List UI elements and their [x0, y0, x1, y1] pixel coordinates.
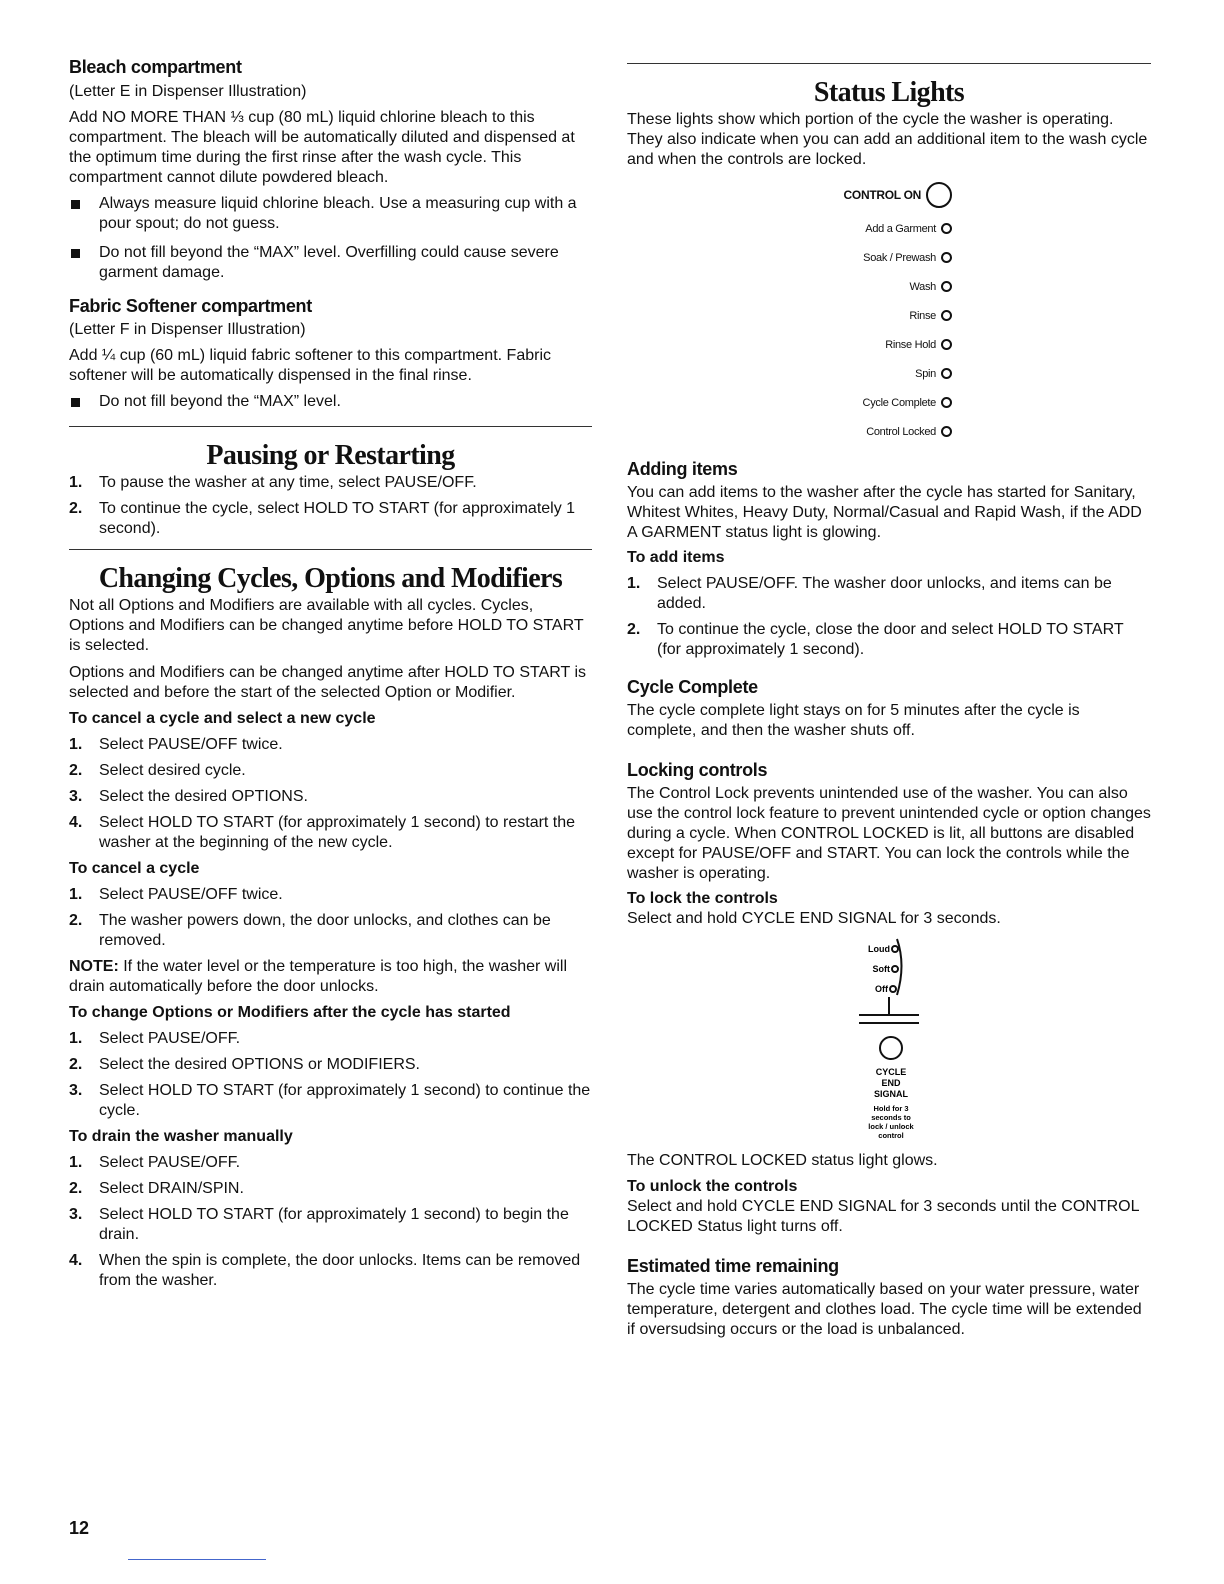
adding-items-heading: Adding items: [627, 459, 738, 479]
cancel-new-step: 3. Select the desired OPTIONS.: [69, 788, 308, 805]
indicator-icon: [941, 252, 952, 263]
cycle-end-signal-diagram: [627, 935, 1151, 1149]
section-divider: [627, 63, 1151, 64]
signal-level-label: Off: [875, 984, 888, 994]
status-light: Soak / Prewash: [863, 243, 952, 272]
drain-heading: To drain the washer manually: [69, 1128, 293, 1145]
change-options-heading: To change Options or Modifiers after the cycle has started: [69, 1004, 511, 1021]
control-on-light: CONTROL ON: [844, 176, 952, 214]
bleach-bullet: Always measure liquid chlorine bleach. Use a measuring cup with a pour spout; do not guess.: [69, 194, 592, 234]
add-step: 1. Select PAUSE/OFF. The washer door unlocks, and items can be added.: [627, 575, 1112, 612]
status-light: Control Locked: [866, 417, 952, 446]
change-step: 3. Select HOLD TO START (for approximately 1 second) to continue the cycle.: [69, 1082, 591, 1119]
unlock-subheading: To unlock the controls: [627, 1178, 798, 1195]
cancel-step: 1. Select PAUSE/OFF twice.: [69, 886, 283, 903]
button-ring-icon: [880, 1037, 902, 1059]
locking-body: The Control Lock prevents unintended use of the washer. You can also use the control lock feature to prevent unintended cycle or option changes during a cycle. When CONTROL LOCKED is lit, all buttons are disabled except for PAUSE/OFF and START. You can lock the controls while the washer is operating.: [627, 785, 1151, 882]
status-light: Wash: [909, 272, 952, 301]
hold-caption: control: [878, 1131, 904, 1140]
indicator-icon: [941, 339, 952, 350]
indicator-icon: [941, 223, 952, 234]
hold-caption: seconds to: [871, 1113, 911, 1122]
cancel-new-step: 2. Select desired cycle.: [69, 762, 246, 779]
softener-subtitle: (Letter F in Dispenser Illustration): [69, 321, 306, 338]
change-step: 2. Select the desired OPTIONS or MODIFIERS.: [69, 1056, 420, 1073]
indicator-icon: [892, 946, 898, 952]
status-light: Cycle Complete: [863, 388, 952, 417]
drain-step: 3. Select HOLD TO START (for approximately 1 second) to begin the drain.: [69, 1206, 569, 1243]
bleach-bullet: Do not fill beyond the “MAX” level. Overfilling could cause severe garment damage.: [69, 243, 592, 283]
add-items-subheading: To add items: [627, 549, 725, 566]
softener-bullet: Do not fill beyond the “MAX” level.: [69, 392, 592, 412]
changing-heading: Changing Cycles, Options and Modifiers: [98, 563, 563, 594]
page-number: 12: [69, 1518, 90, 1538]
cycle-complete-heading: Cycle Complete: [627, 677, 758, 697]
section-divider: [69, 426, 592, 427]
status-light: Add a Garment: [865, 214, 952, 243]
pausing-heading: Pausing or Restarting: [206, 440, 455, 471]
indicator-icon: [941, 310, 952, 321]
left-column: [69, 56, 592, 1291]
status-lights-panel: [627, 176, 952, 446]
status-light: Rinse: [909, 301, 952, 330]
signal-label: CYCLE: [875, 1067, 907, 1077]
power-ring-icon: [926, 182, 952, 208]
section-divider: [69, 549, 592, 550]
estimated-time-heading: Estimated time remaining: [627, 1256, 839, 1276]
status-light: Rinse Hold: [885, 330, 952, 359]
status-lights-body: These lights show which portion of the cycle the washer is operating. They also indicate when you can add an additional item to the wash cycle and when the controls are locked.: [627, 111, 1148, 168]
change-step: 1. Select PAUSE/OFF.: [69, 1030, 241, 1047]
signal-label: SIGNAL: [873, 1089, 909, 1099]
right-column: [627, 56, 1151, 1340]
note: NOTE: If the water level or the temperature is too high, the washer will drain automatically before the door unlocks.: [69, 958, 567, 995]
changing-para-2: Options and Modifiers can be changed anytime after HOLD TO START is selected and before the start of the selected Option or Modifier.: [69, 664, 586, 701]
status-lights-heading: Status Lights: [813, 77, 965, 108]
hold-caption: lock / unlock: [868, 1122, 914, 1131]
cancel-heading: To cancel a cycle: [69, 860, 200, 877]
indicator-icon: [892, 966, 898, 972]
bleach-body: Add NO MORE THAN ⅓ cup (80 mL) liquid chlorine bleach to this compartment. The bleach will be automatically diluted and dispensed at the optimum time during the first rinse after the wash cycle. This compartment cannot dilute powdered bleach.: [69, 109, 575, 186]
bleach-heading: Bleach compartment: [69, 57, 242, 77]
locking-heading: Locking controls: [627, 760, 768, 780]
cancel-new-step: 4. Select HOLD TO START (for approximately 1 second) to restart the washer at the beginning of the new cycle.: [69, 814, 576, 851]
lock-subheading: To lock the controls: [627, 890, 778, 907]
pausing-step: 2. To continue the cycle, select HOLD TO START (for approximately 1 second).: [69, 500, 576, 537]
add-step: 2. To continue the cycle, close the door and select HOLD TO START (for approximately 1 second).: [627, 621, 1124, 658]
hold-caption: Hold for 3: [873, 1104, 909, 1113]
bleach-subtitle: (Letter E in Dispenser Illustration): [69, 83, 307, 100]
pausing-step: 1. To pause the washer at any time, select PAUSE/OFF.: [69, 474, 477, 491]
changing-para-1: Not all Options and Modifiers are available with all cycles. Cycles, Options and Modifiers can be changed anytime before HOLD TO START is selected.: [69, 597, 584, 654]
cancel-new-heading: To cancel a cycle and select a new cycle: [69, 710, 376, 727]
adding-items-body: You can add items to the washer after the cycle has started for Sanitary, Whitest Whites, Heavy Duty, Normal/Casual and Rapid Wash, if the ADD A GARMENT status light is glowing.: [627, 484, 1142, 541]
lock-text: Select and hold CYCLE END SIGNAL for 3 seconds.: [627, 910, 1001, 927]
indicator-icon: [941, 281, 952, 292]
footer-link-line: [128, 1559, 266, 1560]
softener-heading: Fabric Softener compartment: [69, 296, 312, 316]
cancel-step: 2. The washer powers down, the door unlocks, and clothes can be removed.: [69, 912, 551, 949]
signal-level-label: Loud: [868, 944, 890, 954]
locked-glow-text: The CONTROL LOCKED status light glows.: [627, 1152, 938, 1169]
cycle-end-signal-illustration: [627, 935, 1151, 1149]
signal-level-label: Soft: [872, 964, 890, 974]
drain-step: 4. When the spin is complete, the door unlocks. Items can be removed from the washer.: [69, 1252, 581, 1289]
indicator-icon: [890, 986, 896, 992]
indicator-icon: [941, 426, 952, 437]
indicator-icon: [941, 397, 952, 408]
cancel-new-step: 1. Select PAUSE/OFF twice.: [69, 736, 283, 753]
softener-body: Add ¼ cup (60 mL) liquid fabric softener to this compartment. Fabric softener will be automatically dispensed in the final rinse.: [69, 347, 551, 384]
drain-step: 1. Select PAUSE/OFF.: [69, 1154, 241, 1171]
signal-label: END: [881, 1078, 901, 1088]
unlock-text: Select and hold CYCLE END SIGNAL for 3 seconds until the CONTROL LOCKED Status light turns off.: [627, 1198, 1139, 1235]
drain-step: 2. Select DRAIN/SPIN.: [69, 1180, 244, 1197]
estimated-time-body: The cycle time varies automatically based on your water pressure, water temperature, detergent and clothes load. The cycle time will be extended if oversudsing occurs or the load is unbalanced.: [627, 1281, 1142, 1338]
cycle-complete-body: The cycle complete light stays on for 5 minutes after the cycle is complete, and then the washer shuts off.: [627, 702, 1080, 739]
status-light: Spin: [915, 359, 952, 388]
indicator-icon: [941, 368, 952, 379]
